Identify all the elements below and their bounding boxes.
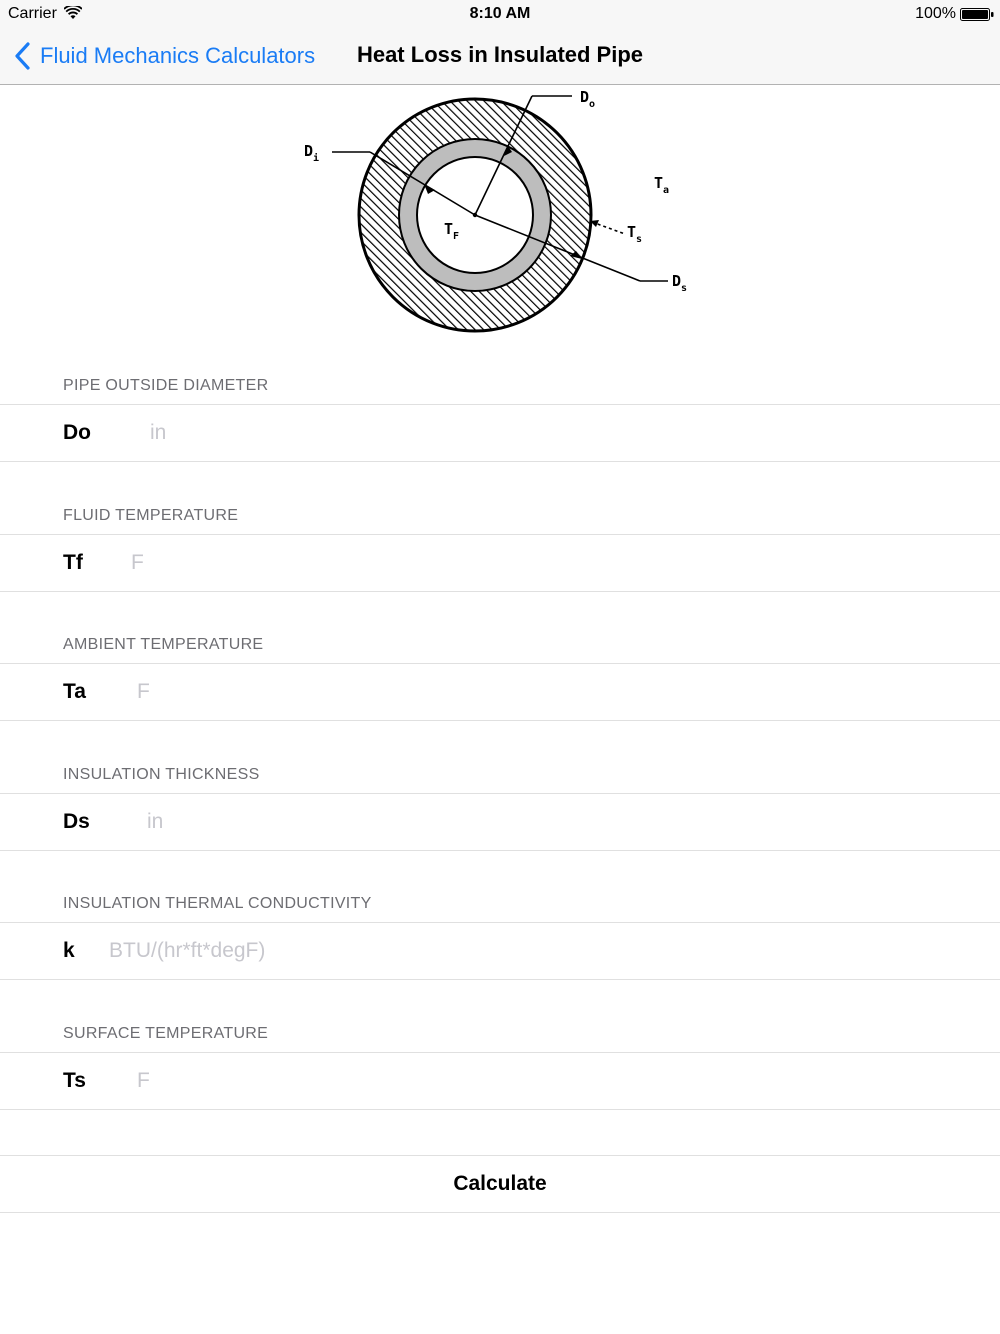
- svg-text:TF: $T_F$: [444, 220, 460, 242]
- insulated-pipe-diagram: [290, 86, 710, 346]
- input-row-ds: [0, 793, 1000, 851]
- do-label: D: [580, 88, 590, 106]
- input-row-k: [0, 922, 1000, 980]
- calculate-button[interactable]: [0, 1155, 1000, 1213]
- status-bar: [0, 0, 1000, 28]
- svg-text:Do: $D_o$: [580, 88, 596, 110]
- svg-text:Ts: $T_s$: [627, 223, 643, 245]
- field-label-k: k: [63, 939, 75, 962]
- carrier-label: Carrier: [8, 5, 57, 22]
- clock-label: 8:10 AM: [469, 5, 531, 22]
- page-title: Heat Loss in Insulated Pipe: [356, 42, 644, 67]
- tf-label: T: [444, 220, 454, 238]
- field-label-do: Do: [63, 421, 91, 444]
- do-input[interactable]: [150, 417, 850, 449]
- section-header-ambient-temperature: AMBIENT TEMPERATURE: [63, 636, 264, 653]
- input-row-tf: [0, 534, 1000, 592]
- ts-label: T: [627, 223, 637, 241]
- k-input[interactable]: [109, 935, 809, 967]
- svg-text:Ta: $T_a$: [654, 174, 670, 196]
- calculate-button-label: Calculate: [453, 1172, 547, 1195]
- section-header-surface-temperature: SURFACE TEMPERATURE: [63, 1025, 269, 1042]
- chevron-left-icon: [14, 42, 32, 70]
- section-header-fluid-temperature: FLUID TEMPERATURE: [63, 507, 239, 524]
- section-header-insulation-thickness: INSULATION THICKNESS: [63, 766, 260, 783]
- ds-label: D: [672, 272, 682, 290]
- section-header-insulation-thermal-conductivity: INSULATION THERMAL CONDUCTIVITY: [63, 895, 372, 912]
- input-row-ta: [0, 663, 1000, 721]
- tf-input[interactable]: [131, 547, 831, 579]
- battery-percent: 100%: [915, 5, 956, 22]
- svg-text:Ds: $D_s$: [672, 272, 688, 294]
- field-label-ta: Ta: [63, 680, 86, 703]
- navigation-bar: [0, 28, 1000, 85]
- field-label-tf: Tf: [63, 551, 83, 574]
- di-label: D: [304, 142, 314, 160]
- ds-input[interactable]: [147, 806, 847, 838]
- input-row-do: [0, 404, 1000, 462]
- wifi-icon: [64, 6, 82, 20]
- field-label-ds: Ds: [63, 810, 90, 833]
- ts-input[interactable]: [137, 1065, 837, 1097]
- battery-icon: [960, 8, 994, 21]
- input-row-ts: [0, 1052, 1000, 1110]
- back-button-label: Fluid Mechanics Calculators: [40, 43, 316, 68]
- back-button[interactable]: [14, 40, 315, 72]
- ta-input[interactable]: [137, 676, 837, 708]
- ta-label: T: [654, 174, 664, 192]
- field-label-ts: Ts: [63, 1069, 86, 1092]
- section-header-pipe-outside-diameter: PIPE OUTSIDE DIAMETER: [63, 377, 269, 394]
- svg-text:Di: $D_i$: [304, 142, 320, 164]
